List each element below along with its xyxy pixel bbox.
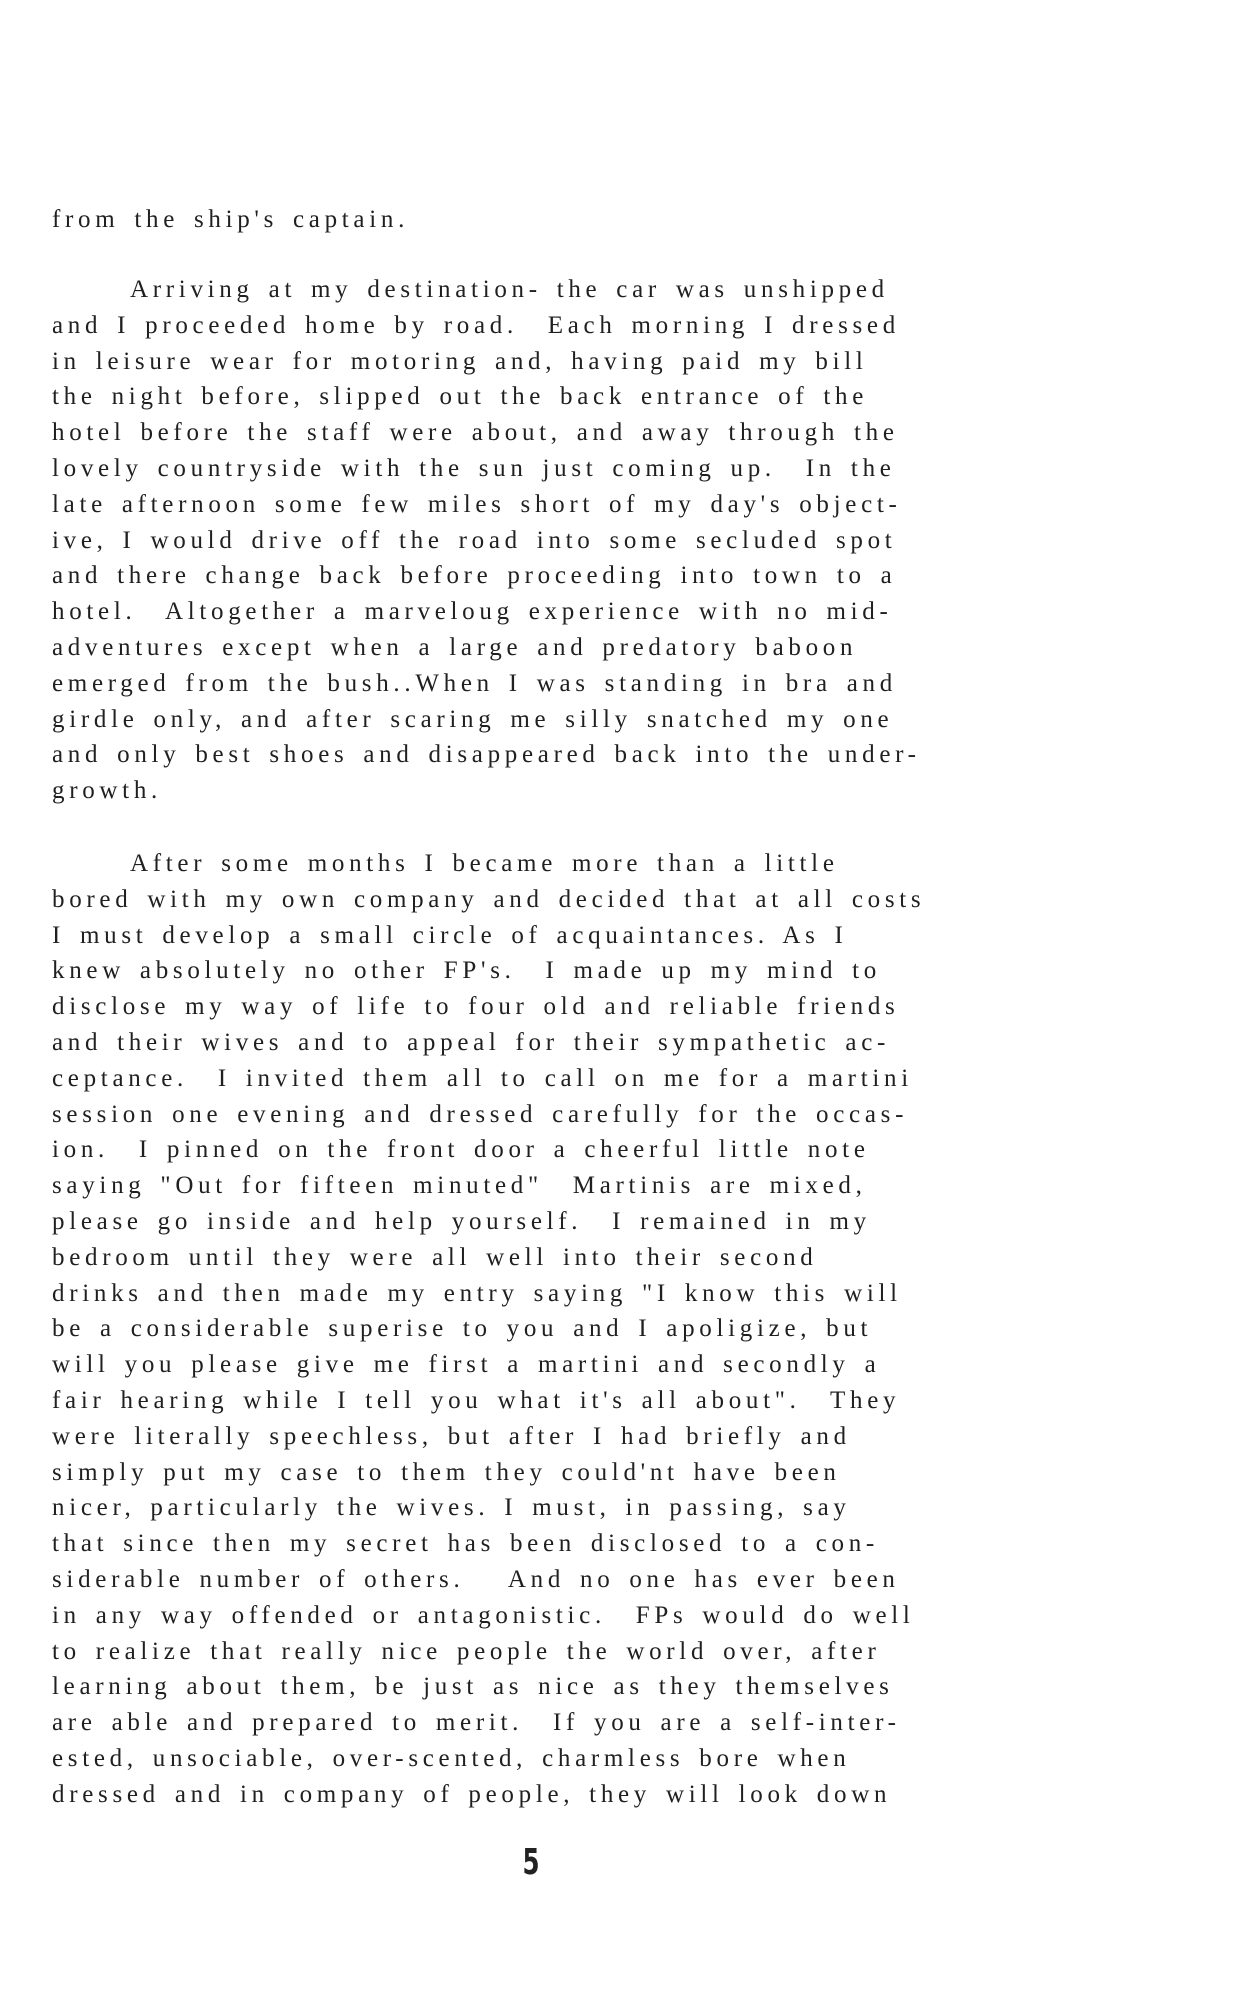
text-line: drinks and then made my entry saying "I know this will — [52, 1279, 902, 1307]
text-line: hotel. Altogether a marveloug experience with no mid- — [52, 598, 893, 626]
text-line: hotel before the staff were about, and away through the — [52, 419, 899, 447]
text-line: in any way offended or antagonistic. FPs would do well — [52, 1601, 915, 1629]
text-line: the night before, slipped out the back entrance of the — [52, 383, 868, 411]
text-line: disclose my way of life to four old and reliable friends — [52, 993, 900, 1021]
text-line: ceptance. I invited them all to call on me for a martini — [52, 1064, 913, 1092]
text-line: be a considerable superise to you and I apoligize, but — [52, 1315, 873, 1343]
text-line: were literally speechless, but after I had briefly and — [52, 1422, 851, 1450]
text-line: adventures except when a large and predatory baboon — [52, 633, 858, 661]
text-line: I must develop a small circle of acquaintances. As I — [52, 921, 848, 949]
text-line: and there change back before proceeding into town to a — [52, 562, 897, 590]
text-line: late afternoon some few miles short of my day's object- — [52, 490, 902, 518]
text-line: in leisure wear for motoring and, having paid my bill — [52, 347, 868, 375]
text-line: fair hearing while I tell you what it's all about". They — [52, 1386, 901, 1414]
text-line: and only best shoes and disappeared back into the under- — [52, 741, 921, 769]
text-line: growth. — [52, 777, 162, 805]
text-line: that since then my secret has been disclosed to a con- — [52, 1530, 879, 1558]
text-line: Arriving at my destination- the car was unshipped — [130, 276, 889, 303]
text-line: ive, I would drive off the road into some secluded spot — [52, 526, 897, 554]
text-line: from the ship's captain. — [52, 206, 410, 233]
text-line: ested, unsociable, over-scented, charmless bore when — [52, 1744, 851, 1772]
text-line: After some months I became more than a little — [130, 850, 839, 877]
paragraph — [52, 846, 1092, 1813]
text-line: knew absolutely no other FP's. I made up my mind to — [52, 957, 881, 985]
text-line: will you please give me first a martini and secondly a — [52, 1351, 881, 1379]
text-line: emerged from the bush..When I was standing in bra and — [52, 669, 897, 697]
text-line: please go inside and help yourself. I remained in my — [52, 1207, 871, 1235]
text-line: lovely countryside with the sun just coming up. In the — [52, 454, 896, 482]
text-line: are able and prepared to merit. If you are a self-inter- — [52, 1709, 901, 1737]
paragraph — [52, 272, 1092, 809]
text-line: saying "Out for fifteen minuted" Martinis are mixed, — [52, 1172, 867, 1200]
text-line: ion. I pinned on the front door a cheerful little note — [52, 1136, 870, 1164]
text-line: bored with my own company and decided that at all costs — [52, 885, 926, 913]
page-number: 5 — [522, 1842, 540, 1883]
text-line: bedroom until they were all well into their second — [52, 1243, 818, 1271]
text-line: simply put my case to them they could'nt have been — [52, 1458, 841, 1486]
text-line: dressed and in company of people, they will look down — [52, 1780, 892, 1808]
text-line: session one evening and dressed carefully for the occas- — [52, 1100, 909, 1128]
text-line: learning about them, be just as nice as they themselves — [52, 1673, 894, 1701]
paragraph — [52, 202, 1092, 238]
text-line: nicer, particularly the wives. I must, in passing, say — [52, 1494, 851, 1522]
text-line: and I proceeded home by road. Each morning I dressed — [52, 311, 900, 339]
text-line: girdle only, and after scaring me silly snatched my one — [52, 705, 894, 733]
text-line: and their wives and to appeal for their sympathetic ac- — [52, 1028, 891, 1056]
text-line: siderable number of others. And no one has ever been — [52, 1565, 900, 1593]
text-line: to realize that really nice people the world over, after — [52, 1637, 881, 1665]
